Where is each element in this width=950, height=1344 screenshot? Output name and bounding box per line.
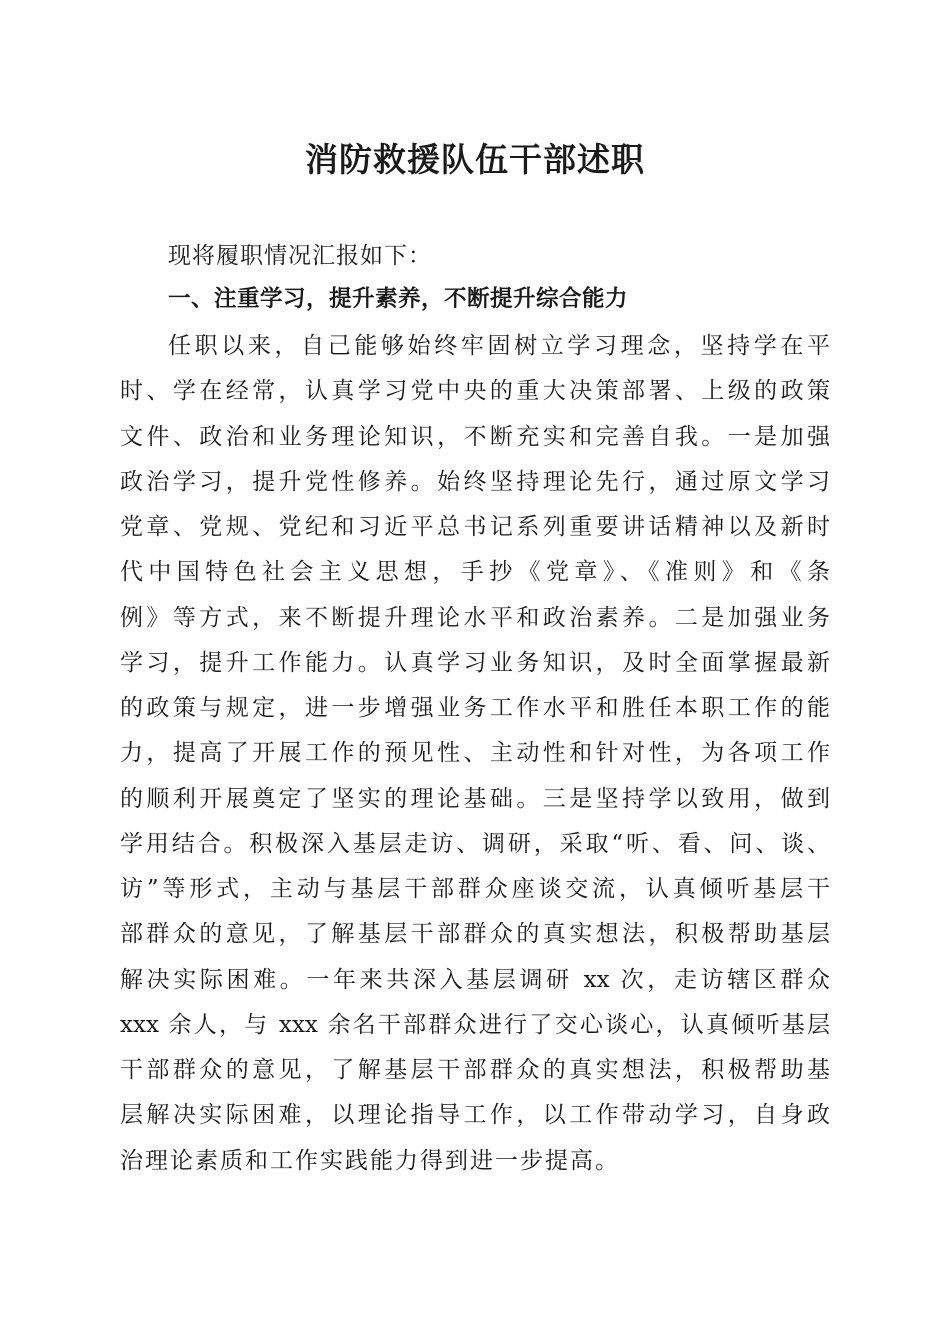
body-line: 政治学习，提升党性修养。始终坚持理论先行，通过原文学习 — [120, 468, 830, 495]
body-line: 力，提高了开展工作的预见性、主动性和针对性，为各项工作 — [120, 740, 830, 767]
body-line: 部群众的意见，了解基层干部群众的真实想法，积极帮助基层 — [120, 921, 830, 948]
body-line: 学习，提升工作能力。认真学习业务知识，及时全面掌握最新 — [120, 649, 830, 676]
body-line: 学用结合。积极深入基层走访、调研，采取“听、看、问、谈、 — [120, 830, 830, 857]
section-body — [120, 324, 830, 1184]
body-line: 的顺利开展奠定了坚实的理论基础。三是坚持学以致用，做到 — [120, 785, 830, 812]
body-line: 代中国特色社会主义思想，手抄《党章》、《准则》和《条 — [120, 559, 830, 586]
body-line: 访”等形式，主动与基层干部群众座谈交流，认真倾听基层干 — [120, 876, 830, 902]
body-line: xxx 余人，与 xxx 余名干部群众进行了交心谈心，认真倾听基层 — [120, 1011, 830, 1038]
body-line: 文件、政治和业务理论知识，不断充实和完善自我。一是加强 — [120, 423, 830, 450]
document-title: 消防救援队伍干部述职 — [305, 140, 645, 179]
body-line: 干部群众的意见，了解基层干部群众的真实想法，积极帮助基 — [120, 1057, 830, 1083]
body-line: 的政策与规定，进一步增强业务工作水平和胜任本职工作的能 — [120, 695, 830, 721]
body-line: 例》等方式，来不断提升理论水平和政治素养。二是加强业务 — [120, 604, 830, 631]
intro-paragraph: 现将履职情况汇报如下： — [168, 243, 432, 269]
body-line: 治理论素质和工作实践能力得到进一步提高。 — [120, 1147, 620, 1174]
body-line: 党章、党规、党纪和习近平总书记系列重要讲话精神以及新时 — [120, 514, 830, 540]
body-line: 解决实际困难。一年来共深入基层调研 xx 次，走访辖区群众 — [120, 966, 830, 993]
body-line: 任职以来，自己能够始终牢固树立学习理念，坚持学在平 — [168, 333, 830, 359]
section-heading: 一、注重学习，提升素养，不断提升综合能力 — [168, 286, 629, 312]
body-line: 时、学在经常，认真学习党中央的重大决策部署、上级的政策 — [120, 378, 830, 405]
body-line: 层解决实际困难，以理论指导工作，以工作带动学习，自身政 — [120, 1102, 830, 1129]
